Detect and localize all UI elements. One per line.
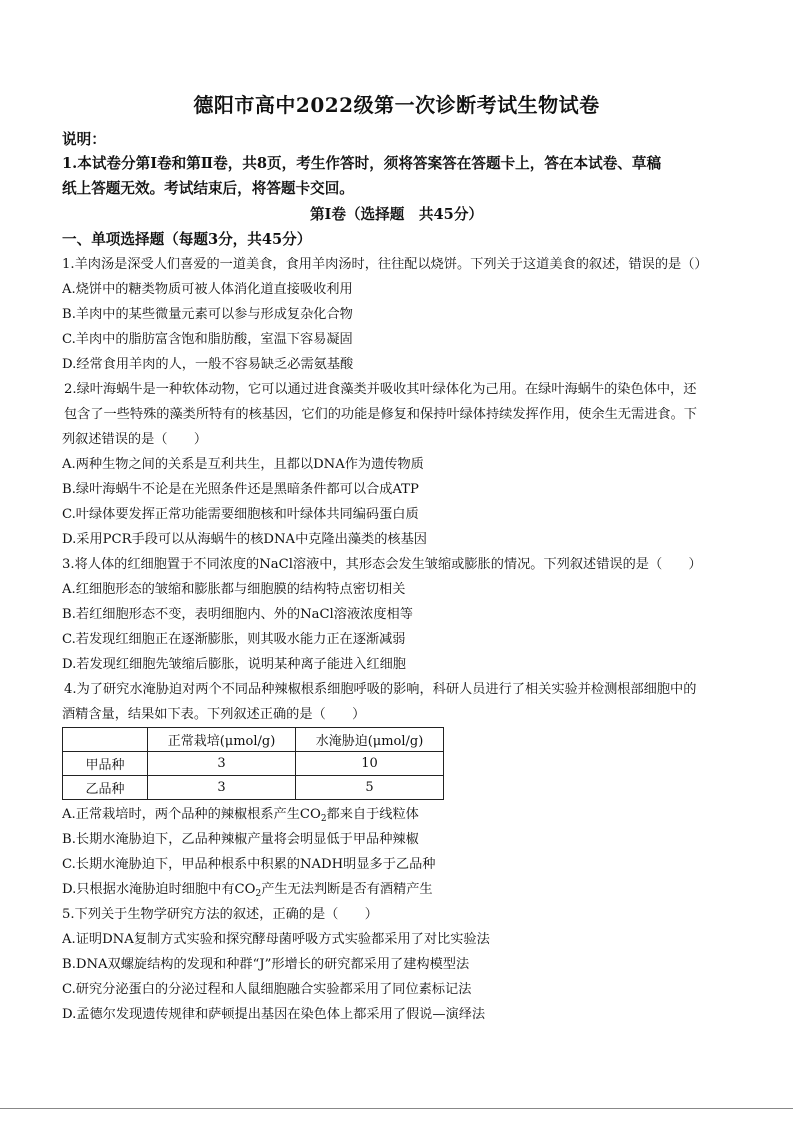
q2-option-b: B.绿叶海蜗牛不论是在光照条件还是黑暗条件都可以合成ATP — [62, 482, 419, 497]
subscript: 2 — [255, 889, 262, 899]
table-header-row — [63, 728, 444, 752]
note-line-1: 1.本试卷分第Ⅰ卷和第Ⅱ卷，共8页，考生作答时，须将答案答在答题卡上，答在本试卷、草稿 — [62, 155, 662, 172]
q3-option-a: A.红细胞形态的皱缩和膨胀都与细胞膜的结构特点密切相关 — [62, 582, 406, 597]
table-header-cell — [63, 728, 148, 752]
q5-option-b: B.DNA双螺旋结构的发现和种群“J”形增长的研究都采用了建构模型法 — [62, 957, 470, 972]
note-label: 说明： — [62, 131, 106, 148]
table-header-cell: 水淹胁迫(μmol/g) — [296, 728, 444, 752]
q4-option-c: C.长期水淹胁迫下，甲品种根系中积累的NADH明显多于乙品种 — [62, 857, 436, 872]
q5-stem: 5.下列关于生物学研究方法的叙述，正确的是（ ） — [62, 907, 378, 922]
table-cell: 3 — [148, 776, 296, 800]
q2-option-a: A.两种生物之间的关系是互利共生，且都以DNA作为遗传物质 — [62, 457, 424, 472]
q3-option-d: D.若发现红细胞先皱缩后膨胀，说明某种离子能进入红细胞 — [62, 657, 406, 672]
q4-option-d-text-end: 产生无法判断是否有酒精产生 — [261, 882, 433, 897]
q5-option-a: A.证明DNA复制方式实验和探究酵母菌呼吸方式实验都采用了对比实验法 — [62, 932, 490, 947]
q2-stem-line-3: 列叙述错误的是（ ） — [62, 432, 208, 447]
table-cell: 甲品种 — [63, 752, 148, 776]
q4-option-a-text-end: 都来自于线粒体 — [326, 807, 419, 822]
page-title: 德阳市高中2022级第一次诊断考试生物试卷 — [193, 93, 600, 117]
q5-option-d: D.孟德尔发现遗传规律和萨顿提出基因在染色体上都采用了假说—演绎法 — [62, 1007, 486, 1022]
q2-stem-line-1: 2.绿叶海蜗牛是一种软体动物，它可以通过进食藻类并吸收其叶绿体化为己用。在绿叶海蜗牛的染色体中，还 — [64, 382, 697, 397]
q2-option-d: D.采用PCR手段可以从海蜗牛的核DNA中克隆出藻类的核基因 — [62, 532, 427, 547]
q4-option-a — [62, 803, 742, 831]
q2-option-c: C.叶绿体要发挥正常功能需要细胞核和叶绿体共同编码蛋白质 — [62, 507, 419, 522]
q4-stem-line-2: 酒精含量，结果如下表。下列叙述正确的是（ ） — [62, 707, 366, 722]
q1-option-b: B.羊肉中的某些微量元素可以参与形成复杂化合物 — [62, 307, 353, 322]
q4-option-d-text: D.只根据水淹胁迫时细胞中有CO — [62, 882, 256, 897]
table-header-cell: 正常栽培(μmol/g) — [148, 728, 296, 752]
q4-option-b: B.长期水淹胁迫下，乙品种辣椒产量将会明显低于甲品种辣椒 — [62, 832, 419, 847]
table-row — [63, 776, 444, 800]
table-cell: 10 — [296, 752, 444, 776]
q3-stem: 3.将人体的红细胞置于不同浓度的NaCl溶液中，其形态会发生皱缩或膨胀的情况。下列叙述错误的是（ ） — [62, 557, 702, 572]
page-bottom-rule — [0, 1108, 793, 1109]
q5-option-c: C.研究分泌蛋白的分泌过程和人鼠细胞融合实验都采用了同位素标记法 — [62, 982, 472, 997]
q4-option-a-text: A.正常栽培时，两个品种的辣椒根系产生CO — [62, 807, 321, 822]
q4-option-d — [62, 878, 742, 906]
q1-stem: 1.羊肉汤是深受人们喜爱的一道美食，食用羊肉汤时，往往配以烧饼。下列关于这道美食的叙述，错误的是（） — [62, 257, 708, 272]
part-heading: 第Ⅰ卷（选择题 共45分） — [309, 206, 484, 223]
q2-stem-line-2: 包含了一些特殊的藻类所特有的核基因，它们的功能是修复和保持叶绿体持续发挥作用，使余生无需进食。下 — [64, 407, 697, 422]
q3-option-c: C.若发现红细胞正在逐渐膨胀，则其吸水能力正在逐渐减弱 — [62, 632, 406, 647]
note-line-2: 纸上答题无效。考试结束后，将答题卡交回。 — [62, 180, 354, 197]
section-heading: 一、单项选择题（每题3分，共45分） — [62, 231, 312, 248]
table-row — [63, 752, 444, 776]
table-cell: 乙品种 — [63, 776, 148, 800]
table-cell: 5 — [296, 776, 444, 800]
q3-option-b: B.若红细胞形态不变，表明细胞内、外的NaCl溶液浓度相等 — [62, 607, 413, 622]
q1-option-a: A.烧饼中的糖类物质可被人体消化道直接吸收利用 — [62, 282, 353, 297]
q1-option-c: C.羊肉中的脂肪富含饱和脂肪酸，室温下容易凝固 — [62, 332, 353, 347]
table-cell: 3 — [148, 752, 296, 776]
q4-data-table — [62, 727, 444, 800]
subscript: 2 — [320, 814, 327, 824]
q1-option-d: D.经常食用羊肉的人，一般不容易缺乏必需氨基酸 — [62, 357, 354, 372]
q4-stem-line-1: 4.为了研究水淹胁迫对两个不同品种辣椒根系细胞呼吸的影响，科研人员进行了相关实验并检测根部细胞中的 — [64, 682, 697, 697]
